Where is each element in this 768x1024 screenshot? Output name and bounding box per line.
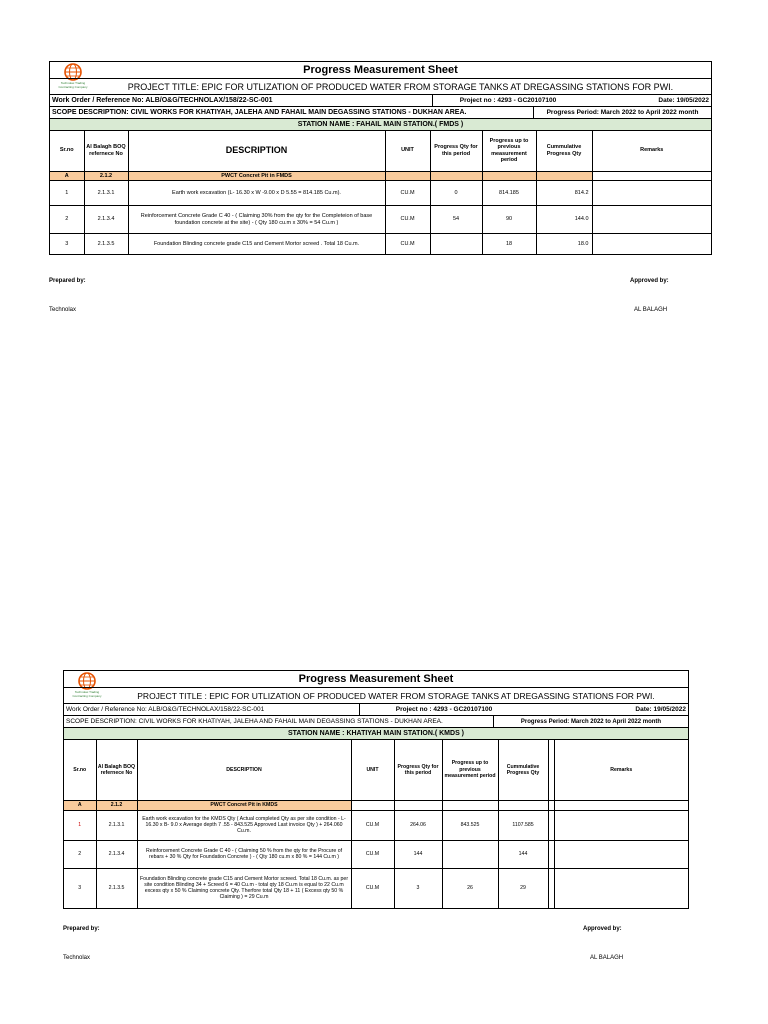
section-row xyxy=(50,171,711,181)
section-description: PWCT Concret Pit in KMDS xyxy=(137,800,351,810)
cell-this-period: 0 xyxy=(430,181,482,206)
header-previous: Progress up to previous measurement period xyxy=(442,740,498,800)
cell-description: Earth work excavation (L- 16.30 x W -9.00 x D 5.55 = 814.185 Cu.m). xyxy=(128,181,385,206)
work-order: Work Order / Reference No: ALB/O&G/TECHNOLAX/158/22-SC-001 xyxy=(50,95,433,106)
cell-boq: 2.1.3.5 xyxy=(84,234,128,254)
header-this-period: Progress Qty for this period xyxy=(394,740,442,800)
cell-cumulative: 18.0 xyxy=(536,234,592,254)
cell-remarks xyxy=(554,868,688,908)
cell-cumulative: 1107.585 xyxy=(498,810,548,840)
cell-remarks xyxy=(592,181,711,206)
cell-previous: 90 xyxy=(482,206,536,234)
progress-table xyxy=(64,740,688,908)
header-remarks: Remarks xyxy=(592,131,711,171)
table-row xyxy=(50,181,711,206)
cell-description: Reinforcement Concrete Grade C 40 - ( Claiming 30% from the qty for the Completeion of base foundation concrete at the site) - ( Qty 180 cu.m x 30% = 54 Cu.m ) xyxy=(128,206,385,234)
cell-srno: 1 xyxy=(50,181,84,206)
cell-unit: CU.M xyxy=(385,206,430,234)
cell-srno: 2 xyxy=(50,206,84,234)
cell-previous: 26 xyxy=(442,868,498,908)
section-empty xyxy=(442,800,498,810)
section-description: PWCT Concret Pit in FMDS xyxy=(128,171,385,181)
scope-row xyxy=(50,107,711,119)
cell-cumulative: 144.0 xyxy=(536,206,592,234)
measurement-sheet-fmds xyxy=(49,61,712,255)
progress-table xyxy=(50,131,711,254)
section-boq: 2.1.2 xyxy=(84,171,128,181)
header-description: DESCRIPTION xyxy=(128,131,385,171)
header-srno: Sr.no xyxy=(64,740,96,800)
work-order-row xyxy=(64,704,688,716)
project-title: PROJECT TITLE: EPIC FOR UTLIZATION OF PRODUCED WATER FROM STORAGE TANKS AT DREGASSING STATIONS FOR PWI. xyxy=(50,79,711,95)
table-row xyxy=(64,810,688,840)
table-header-row xyxy=(64,740,688,800)
station-name: STATION NAME : KHATIYAH MAIN STATION.( KMDS ) xyxy=(64,728,688,740)
section-empty xyxy=(430,171,482,181)
section-empty xyxy=(498,800,548,810)
section-boq: 2.1.2 xyxy=(96,800,137,810)
header-unit: UNIT xyxy=(351,740,394,800)
cell-boq: 2.1.3.4 xyxy=(84,206,128,234)
section-srno: A xyxy=(64,800,96,810)
scope-description: SCOPE DESCRIPTION: CIVIL WORKS FOR KHATIYAH, JALEHA AND FAHAIL MAIN DEGASSING STATIONS - DUKHAN AREA. xyxy=(50,107,534,118)
preparer-name: Technolax xyxy=(49,307,77,313)
cell-previous: 843.525 xyxy=(442,810,498,840)
header-srno: Sr.no xyxy=(50,131,84,171)
section-empty xyxy=(351,800,394,810)
cell-description: Foundation Blinding concrete grade C15 and Cement Mortor screed. Total 18 Cu.m. as per site condition Blinding 34 + Screed 6 = 40 Cu.m - total qty 18 Cu.m is equal to 22 Cu.m excess qty x 50 % Claiming concrete Qty. Therfore total Qty 18 + 11 ( Excess qty 50 % Claiming ) = 29 Cu.m xyxy=(137,868,351,908)
cell-remarks xyxy=(554,810,688,840)
cell-remarks xyxy=(554,840,688,868)
project-title: PROJECT TITLE : EPIC FOR UTLIZATION OF PRODUCED WATER FROM STORAGE TANKS AT DREGASSING STATIONS FOR PWI. xyxy=(64,688,688,704)
scope-description: SCOPE DESCRIPTION: CIVIL WORKS FOR KHATIYAH, JALEHA AND FAHAIL MAIN DEGASSING STATIONS - DUKHAN AREA. xyxy=(64,716,494,727)
table-row xyxy=(64,868,688,908)
preparer-name: Technolax xyxy=(63,955,91,961)
approved-by-label: Approved by: xyxy=(630,278,669,284)
cell-srno: 3 xyxy=(50,234,84,254)
sheet-title: Progress Measurement Sheet xyxy=(50,62,711,79)
section-empty xyxy=(536,171,592,181)
table-row xyxy=(50,206,711,234)
logo-text-line1: Technolax Trading xyxy=(74,690,100,694)
prepared-by-label: Prepared by: xyxy=(63,926,100,932)
cell-remarks xyxy=(592,234,711,254)
header-previous: Progress up to previous measurement period xyxy=(482,131,536,171)
section-empty xyxy=(385,171,430,181)
cell-boq: 2.1.3.1 xyxy=(84,181,128,206)
header-description: DESCRIPTION xyxy=(137,740,351,800)
cell-srno: 2 xyxy=(64,840,96,868)
table-row xyxy=(50,234,711,254)
station-name: STATION NAME : FAHAIL MAIN STATION.( FMDS ) xyxy=(50,119,711,131)
prepared-by-label: Prepared by: xyxy=(49,278,86,284)
logo-text-line2: Contracting Company xyxy=(58,84,88,89)
sheet-date: Date: 19/05/2022 xyxy=(658,97,709,104)
table-header-row xyxy=(50,131,711,171)
project-number: Project no : 4293 - GC20107100 xyxy=(395,706,493,713)
scope-row xyxy=(64,716,688,728)
cell-unit: CU.M xyxy=(385,234,430,254)
approver-name: AL BALAGH xyxy=(590,955,624,961)
logo-text-line2: Contracting Company xyxy=(72,693,102,698)
cell-description: Earth work excavation for the KMDS Qty ( Actual completed Qty as per site condition - L- 16.30 x B- 9.0 x Average depth 7 .55 - 843.525 Approved Last invoice Qty ) + 264.060 Cu.m. xyxy=(137,810,351,840)
cell-cumulative: 814.2 xyxy=(536,181,592,206)
cell-cumulative: 29 xyxy=(498,868,548,908)
header-boq: Al Balagh BOQ refernece No xyxy=(96,740,137,800)
cell-unit: CU.M xyxy=(385,181,430,206)
logo-text-line1: Technolax Trading xyxy=(60,81,86,85)
header-cumulative: Cummulative Progress Qty xyxy=(536,131,592,171)
progress-period: Progress Period: March 2022 to April 2022 month xyxy=(546,109,699,116)
cell-description: Foundation Blinding concrete grade C15 and Cement Mortor screed . Total 18 Cu.m. xyxy=(128,234,385,254)
cell-previous: 18 xyxy=(482,234,536,254)
header-this-period: Progress Qty for this period xyxy=(430,131,482,171)
project-number: Project no : 4293 - GC20107100 xyxy=(459,97,557,104)
cell-this-period: 54 xyxy=(430,206,482,234)
section-empty xyxy=(482,171,536,181)
progress-period: Progress Period: March 2022 to April 2022 month xyxy=(520,718,662,725)
section-empty xyxy=(592,171,711,181)
cell-this-period: 144 xyxy=(394,840,442,868)
measurement-sheet-kmds xyxy=(63,670,689,909)
approver-name: AL BALAGH xyxy=(634,307,668,313)
section-srno: A xyxy=(50,171,84,181)
cell-unit: CU.M xyxy=(351,810,394,840)
header-remarks: Remarks xyxy=(554,740,688,800)
header-unit: UNIT xyxy=(385,131,430,171)
work-order: Work Order / Reference No: ALB/O&G/TECHNOLAX/158/22-SC-001 xyxy=(64,704,360,715)
cell-srno: 3 xyxy=(64,868,96,908)
header-boq: Al Balagh BOQ refernece No xyxy=(84,131,128,171)
section-empty xyxy=(394,800,442,810)
cell-boq: 2.1.3.4 xyxy=(96,840,137,868)
cell-unit: CU.M xyxy=(351,840,394,868)
cell-previous xyxy=(442,840,498,868)
section-empty xyxy=(554,800,688,810)
cell-boq: 2.1.3.1 xyxy=(96,810,137,840)
cell-description: Reinforcement Concrete Grade C 40 - ( Claiming 50 % from the qty for the Procure of rebars + 30 % Qty for Foundation Concrete ) - ( Qty 180 cu.m x 80 % = 144 Cu.m ) xyxy=(137,840,351,868)
cell-boq: 2.1.3.5 xyxy=(96,868,137,908)
sheet-title: Progress Measurement Sheet xyxy=(64,671,688,688)
table-row xyxy=(64,840,688,868)
cell-this-period: 264.06 xyxy=(394,810,442,840)
header-cumulative: Cummulative Progress Qty xyxy=(498,740,548,800)
approved-by-label: Approved by: xyxy=(583,926,622,932)
cell-this-period: 3 xyxy=(394,868,442,908)
cell-unit: CU.M xyxy=(351,868,394,908)
cell-cumulative: 144 xyxy=(498,840,548,868)
cell-srno: 1 xyxy=(64,810,96,840)
work-order-row xyxy=(50,95,711,107)
cell-remarks xyxy=(592,206,711,234)
section-row xyxy=(64,800,688,810)
sheet-date: Date: 19/05/2022 xyxy=(635,706,686,713)
cell-previous: 814.185 xyxy=(482,181,536,206)
cell-this-period xyxy=(430,234,482,254)
